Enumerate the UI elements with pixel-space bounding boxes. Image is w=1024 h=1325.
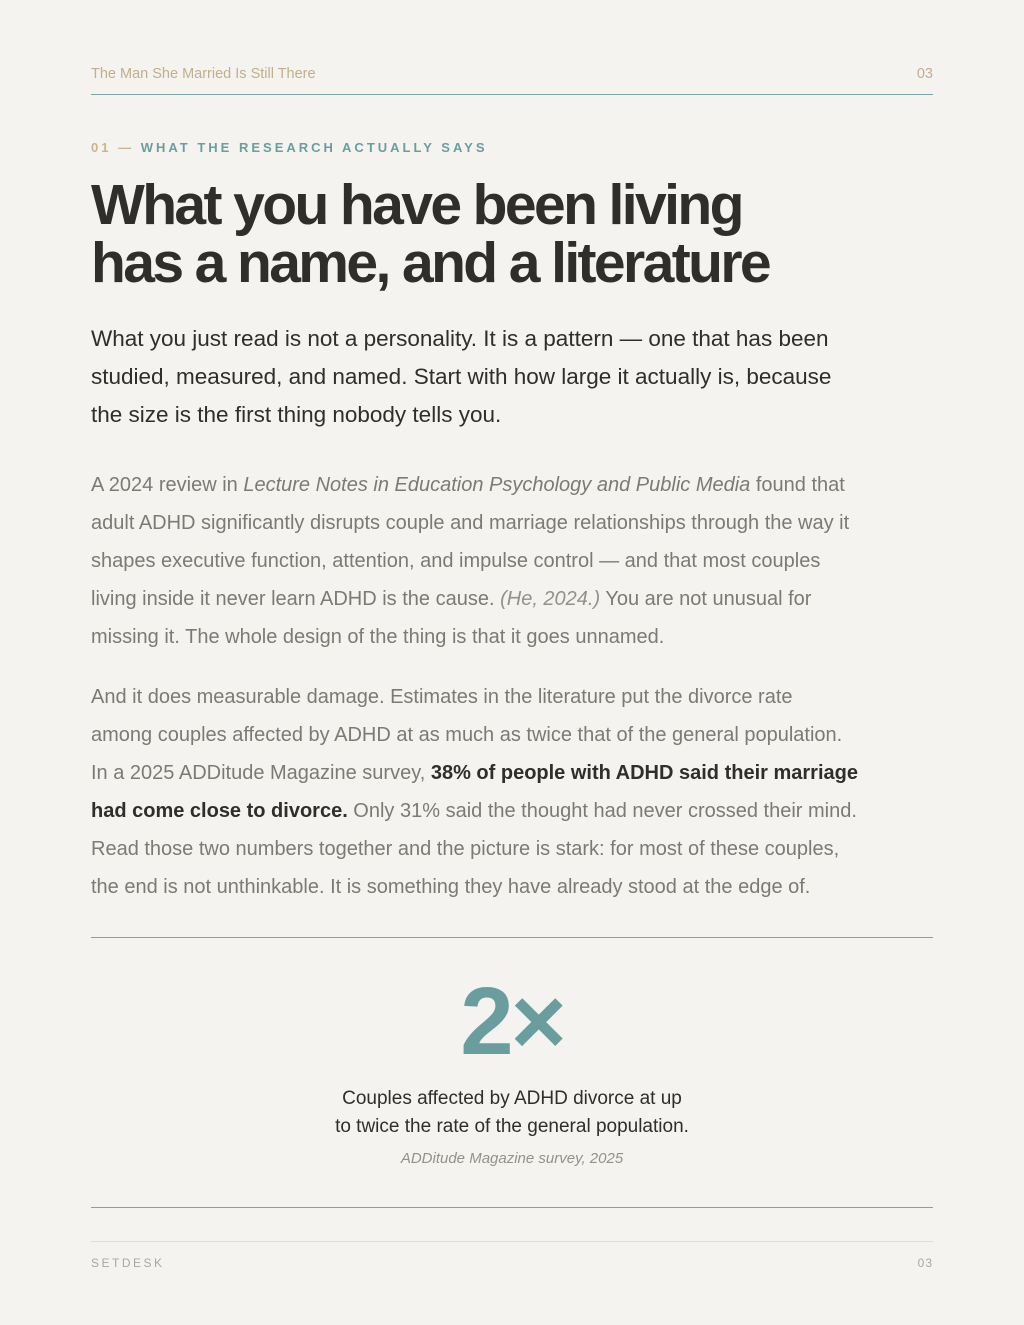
lede-line: What you just read is not a personality. It is a pattern — one that has been xyxy=(91,326,829,351)
emphasis-text: 38% of people with ADHD said their marriage xyxy=(430,762,858,784)
body-line: And it does measurable damage. Estimates in the literature put the divorce rate xyxy=(91,686,793,708)
footer-page-number: 03 xyxy=(917,1256,933,1270)
journal-title: Lecture Notes in Education Psychology and Public Media xyxy=(243,474,751,496)
body-line: adult ADHD significantly disrupts couple and marriage relationships through the way it xyxy=(91,512,850,534)
running-header xyxy=(91,64,933,95)
body-line xyxy=(91,792,941,830)
body-line: the end is not unthinkable. It is something they have already stood at the edge of. xyxy=(91,876,811,898)
section-number: 01 xyxy=(91,140,112,155)
lede-line: studied, measured, and named. Start with how large it actually is, because xyxy=(91,364,832,389)
body-line: shapes executive function, attention, and impulse control — and that most couples xyxy=(91,550,821,572)
emphasis-text: had come close to divorce. xyxy=(91,800,348,822)
lede-line: the size is the first thing nobody tells you. xyxy=(91,402,502,427)
body-text: found that xyxy=(750,474,845,496)
stat-figure: 2× xyxy=(460,968,564,1075)
lede-paragraph xyxy=(91,320,933,434)
stat-caption-line: to twice the rate of the general population. xyxy=(335,1116,689,1137)
section-separator: — xyxy=(118,140,135,155)
body-line: among couples affected by ADHD at as much as twice that of the general population. xyxy=(91,724,843,746)
body-line xyxy=(91,754,941,792)
footer-divider xyxy=(91,1241,933,1242)
page-title xyxy=(91,173,933,295)
footer-brand: SETDESK xyxy=(91,1256,165,1270)
stat-source: ADDitude Magazine survey, 2025 xyxy=(400,1150,624,1167)
section-label: WHAT THE RESEARCH ACTUALLY SAYS xyxy=(140,140,488,155)
stat-caption xyxy=(91,1085,933,1141)
document-page xyxy=(91,0,933,1325)
stat-divider-bottom xyxy=(91,1207,933,1208)
header-page-number: 03 xyxy=(916,66,933,82)
body-text: A 2024 review in xyxy=(91,474,244,496)
stat-caption-line: Couples affected by ADHD divorce at up xyxy=(342,1088,682,1109)
body-text: living inside it never learn ADHD is the cause. xyxy=(91,588,501,610)
body-text: In a 2025 ADDitude Magazine survey, xyxy=(91,762,431,784)
body-line: missing it. The whole design of the thing is that it goes unnamed. xyxy=(91,626,665,648)
body-text: You are not unusual for xyxy=(600,588,812,610)
body-line xyxy=(91,466,941,504)
citation: (He, 2024.) xyxy=(500,588,601,610)
section-eyebrow xyxy=(91,140,488,155)
stat-divider-top xyxy=(91,937,933,938)
body-paragraph-2 xyxy=(91,678,941,906)
running-title: The Man She Married Is Still There xyxy=(91,66,316,82)
body-text: Only 31% said the thought had never crossed their mind. xyxy=(347,800,857,822)
page-title-line: What you have been living xyxy=(91,173,742,237)
body-paragraph-1 xyxy=(91,466,941,656)
body-line xyxy=(91,580,941,618)
body-line: Read those two numbers together and the picture is stark: for most of these couples, xyxy=(91,838,840,860)
page-title-line: has a name, and a literature xyxy=(91,231,769,295)
